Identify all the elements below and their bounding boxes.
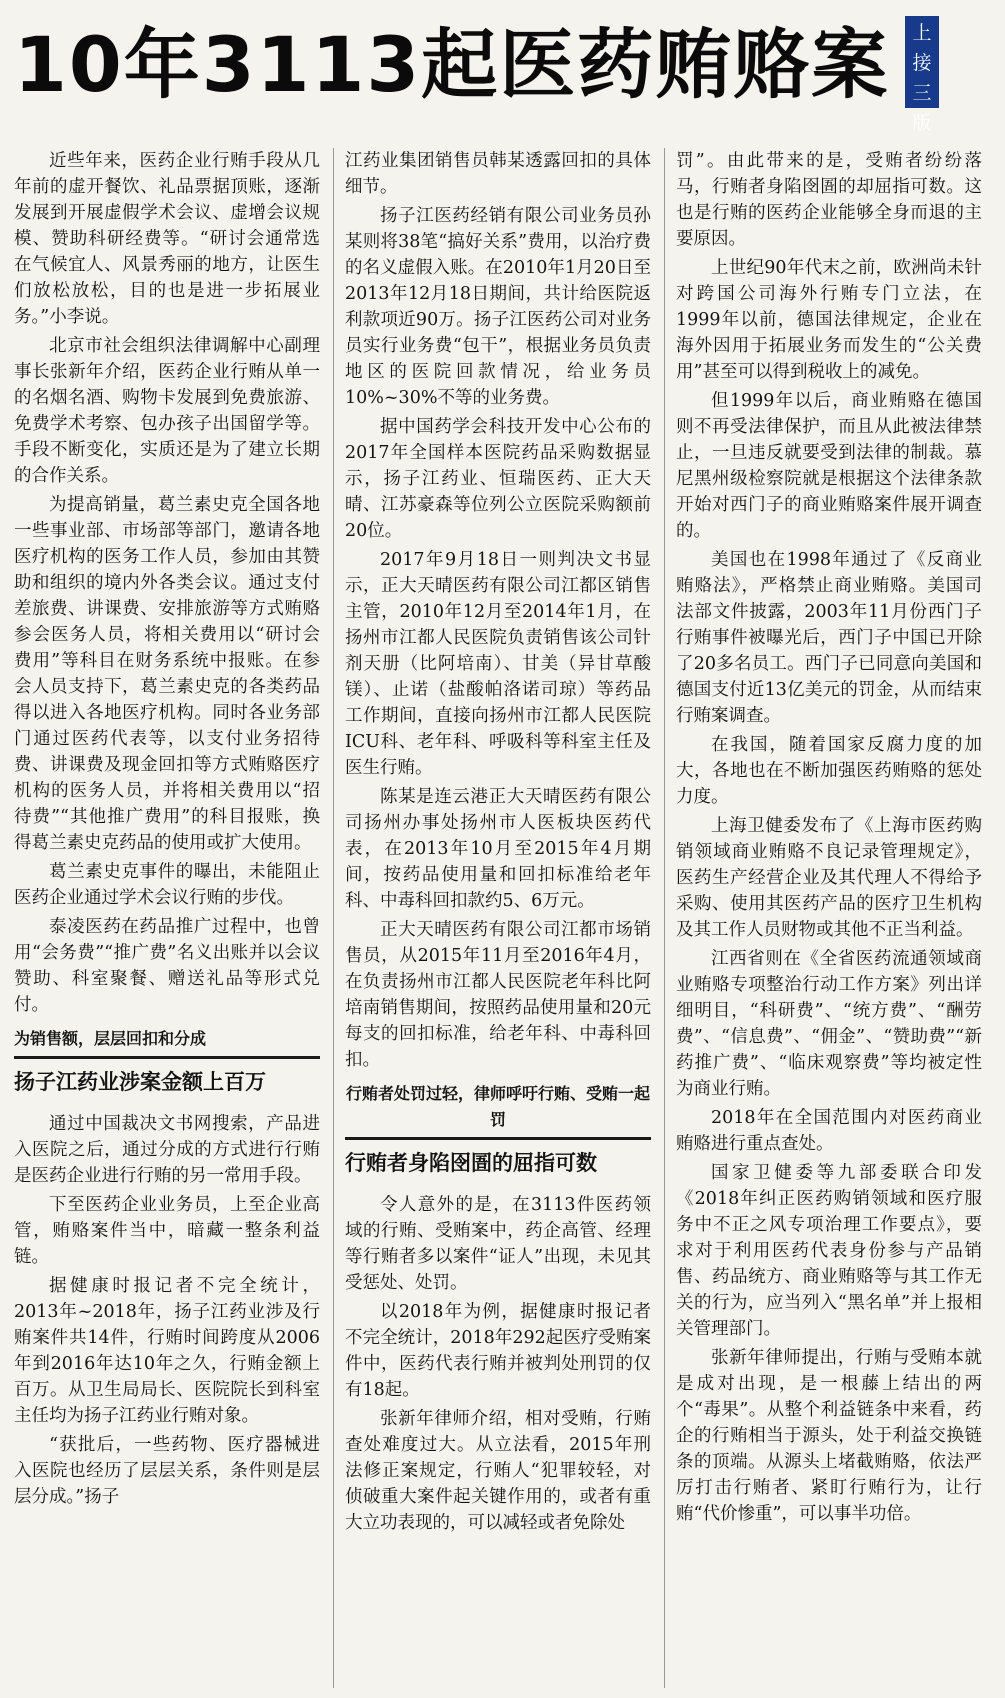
- paragraph: 近些年来，医药企业行贿手段从几年前的虚开餐饮、礼品票据顶账，逐渐发展到开展虚假学术会议、虚增会议规模、赞助科研经费等。“研讨会通常选在气候宜人、风景秀丽的地方，让医生们放松放松，目的也是进一步拓展业务。”小李说。: [14, 151, 320, 327]
- paragraph: 为提高销量，葛兰素史克全国各地一些事业部、市场部等部门，邀请各地医疗机构的医务工作人员，参加由其赞助和组织的境内外各类会议。通过支付差旅费、讲课费、安排旅游等方式贿赂参会医务人员，将相关费用以“研讨会费用”等科目在财务系统中报账。在参会人员支持下，葛兰素史克的各类药品得以进入各地医疗机构。同时各业务部门通过医药代表等，以支付业务招待费、讲课费及现金回扣等方式贿赂医疗机构的医务人员，并将相关费用以“招待费”“其他推广费用”的科目报账，换得葛兰素史克药品的使用或扩大使用。: [14, 495, 320, 853]
- paragraph: 令人意外的是，在3113件医药领域的行贿、受贿案中，药企高管、经理等行贿者多以案件“证人”出现，未见其受惩处、处罚。: [345, 1195, 651, 1293]
- paragraph: 陈某是连云港正大天晴医药有限公司扬州办事处扬州市人医板块医药代表，在2013年10月至2015年4月期间，按药品使用量和回扣标准给老年科、中毒科回扣款约5、6万元。: [345, 787, 651, 911]
- section-tag-char: 版: [912, 112, 932, 134]
- paragraph: 正大天晴医药有限公司江都市场销售员，从2015年11月至2016年4月，在负责扬州市江都人民医院老年科比阿培南销售期间，按照药品使用量和20元每支的回扣标准，给老年科、中毒科回扣。: [345, 920, 651, 1070]
- section-tag-char: 上: [912, 22, 932, 44]
- paragraph: 但1999年以后，商业贿赂在德国则不再受法律保护，而且从此被法律禁止，一旦违反就要受到法律的制裁。慕尼黑州级检察院就是根据这个法律条款开始对西门子的商业贿赂案件展开调查的。: [676, 391, 982, 541]
- paragraph: 泰凌医药在药品推广过程中，也曾用“会务费”“推广费”名义出账并以会议赞助、科室聚餐、赠送礼品等形式兑付。: [14, 917, 320, 1015]
- paragraph: 通过中国裁决文书网搜索，产品进入医院之后，通过分成的方式进行行贿是医药企业进行行贿的另一常用手段。: [14, 1114, 320, 1186]
- section-tag-char: 三: [912, 82, 932, 104]
- paragraph: 扬子江医药经销有限公司业务员孙某则将38笔“搞好关系”费用，以治疗费的名义虚假入账。在2010年1月20日至2013年12月18日期间，共计给医院返利款项近90万。扬子江医药公司对业务员实行业务费“包干”，根据业务员负责地区的医院回款情况，给业务员10%~30%不等的业务费。: [345, 206, 651, 408]
- paragraph: 以2018年为例，据健康时报记者不完全统计，2018年292起医疗受贿案件中，医药代表行贿并被判处刑罚的仅有18起。: [345, 1302, 651, 1400]
- article-column-1: [14, 148, 320, 1688]
- section-tag-char: 接: [912, 52, 932, 74]
- section-kicker: 行贿者处罚过轻，律师呼吁行贿、受贿一起罚: [345, 1084, 650, 1129]
- paragraph: 张新年律师提出，行贿与受贿本就是成对出现，是一根藤上结出的两个“毒果”。从整个利益链条中来看，药企的行贿相当于源头，处于利益交换链条的顶端。从源头上堵截贿赂，依法严厉打击行贿者、紧盯行贿行为，让行贿“代价惨重”，可以事半功倍。: [676, 1348, 982, 1524]
- column-divider: [664, 148, 665, 1688]
- article-column-3: [676, 148, 982, 1688]
- column-divider: [333, 148, 334, 1688]
- paragraph: 据健康时报记者不完全统计，2013年~2018年，扬子江药业涉及行贿案件共14件，行贿时间跨度从2006年到2016年达10年之久，行贿金额上百万。从卫生局局长、医院院长到科室主任均为扬子江药业行贿对象。: [14, 1276, 320, 1426]
- section-tag: [905, 16, 939, 134]
- section-subheading: 扬子江药业涉案金额上百万: [14, 1056, 320, 1101]
- paragraph: 美国也在1998年通过了《反商业贿赂法》，严格禁止商业贿赂。美国司法部文件披露，2003年11月份西门子行贿事件被曝光后，西门子中国已开除了20多名员工。西门子已同意向美国和德国支付近13亿美元的罚金，从而结束行贿案调查。: [676, 550, 982, 726]
- section-subheading: 行贿者身陷囹圄的屈指可数: [345, 1137, 651, 1182]
- paragraph: 2017年9月18日一则判决文书显示，正大天晴医药有限公司江都区销售主管，2010年12月至2014年1月，在扬州市江都人民医院负责销售该公司针剂天册（比阿培南）、甘美（异甘草酸镁）、止诺（盐酸帕洛诺司琼）等药品工作期间，直接向扬州市江都人民医院ICU科、老年科、呼吸科等科室主任及医生行贿。: [345, 550, 651, 778]
- article-column-2: [345, 148, 651, 1688]
- headline: 10年3113起医药贿赂案: [14, 20, 890, 109]
- paragraph: 在我国，随着国家反腐力度的加大，各地也在不断加强医药贿赂的惩处力度。: [676, 735, 982, 807]
- paragraph: 葛兰素史克事件的曝出，未能阻止医药企业通过学术会议行贿的步伐。: [14, 862, 320, 908]
- paragraph: 下至医药企业业务员，上至企业高管，贿赂案件当中，暗藏一整条利益链。: [14, 1195, 320, 1267]
- paragraph: 国家卫健委等九部委联合印发《2018年纠正医药购销领域和医疗服务中不正之风专项治理工作要点》，要求对于利用医药代表身份参与产品销售、药品统方、商业贿赂等与其工作无关的行为，应当列入“黑名单”并上报相关管理部门。: [676, 1163, 982, 1339]
- paragraph: 上世纪90年代末之前，欧洲尚未针对跨国公司海外行贿专门立法，在1999年以前，德国法律规定，企业在海外因用于拓展业务而发生的“公关费用”甚至可以得到税收上的减免。: [676, 258, 982, 382]
- paragraph: 张新年律师介绍，相对受贿，行贿查处难度过大。从立法看，2015年刑法修正案规定，行贿人“犯罪较轻，对侦破重大案件起关键作用的，或者有重大立功表现的，可以减轻或者免除处: [345, 1409, 651, 1533]
- section-kicker: 为销售额，层层回扣和分成: [14, 1029, 207, 1048]
- paragraph: “获批后，一些药物、医疗器械进入医院也经历了层层关系，条件则是层层分成。”扬子: [14, 1435, 320, 1507]
- paragraph: 江西省则在《全省医药流通领域商业贿赂专项整治行动工作方案》列出详细明目，“科研费”、“统方费”、“酬劳费”、“信息费”、“佣金”、“赞助费”“新药推广费”、“临床观察费”等均被定性为商业行贿。: [676, 949, 982, 1099]
- paragraph: 2018年在全国范围内对医药商业贿赂进行重点查处。: [676, 1108, 982, 1154]
- paragraph: 江药业集团销售员韩某透露回扣的具体细节。: [345, 151, 651, 197]
- paragraph: 上海卫健委发布了《上海市医药购销领域商业贿赂不良记录管理规定》，医药生产经营企业及其代理人不得给予采购、使用其医药产品的医疗卫生机构及其工作人员财物或其他不正当利益。: [676, 816, 982, 940]
- paragraph: 罚”。由此带来的是，受贿者纷纷落马，行贿者身陷囹圄的却屈指可数。这也是行贿的医药企业能够全身而退的主要原因。: [676, 151, 982, 249]
- paragraph: 据中国药学会科技开发中心公布的2017年全国样本医院药品采购数据显示，扬子江药业、恒瑞医药、正大天晴、江苏豪森等位列公立医院采购额前20位。: [345, 417, 651, 541]
- paragraph: 北京市社会组织法律调解中心副理事长张新年介绍，医药企业行贿从单一的名烟名酒、购物卡发展到免费旅游、免费学术考察、包办孩子出国留学等。手段不断变化，实质还是为了建立长期的合作关系。: [14, 336, 320, 486]
